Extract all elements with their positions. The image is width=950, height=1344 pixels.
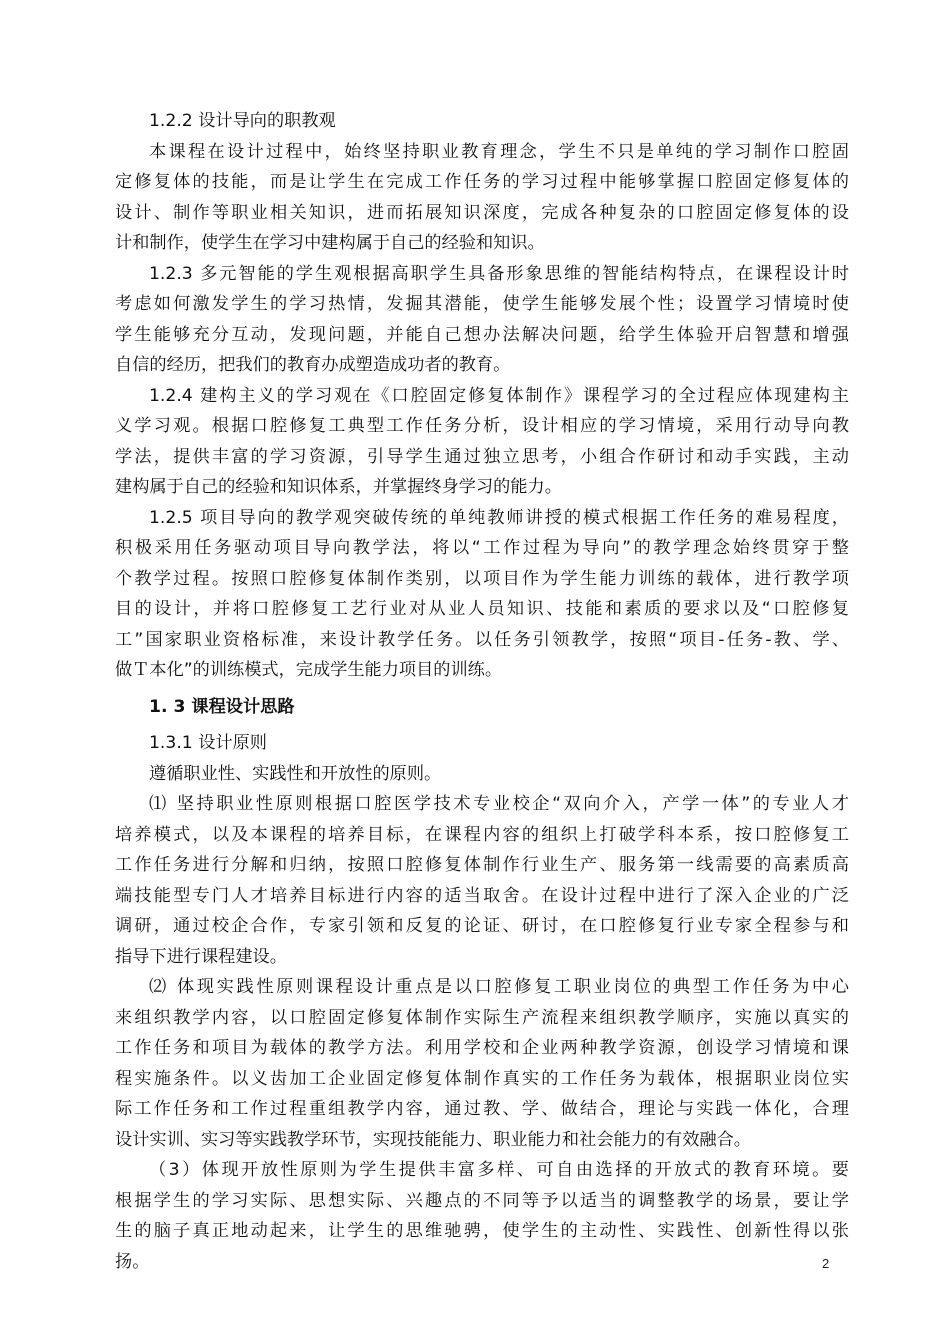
paragraph xyxy=(115,137,849,259)
text-line: 积极采用任务驱动项目导向教学法，将以“工作过程为导向”的教学理念始终贯穿于整 xyxy=(115,538,849,558)
subsection-heading xyxy=(115,728,849,759)
paragraph xyxy=(115,1155,849,1277)
text-line: 1.2.4 建构主义的学习观在《口腔固定修复体制作》课程学习的全过程应体现建构主 xyxy=(149,385,849,406)
text-line: 自信的经历，把我们的教育办成塑造成功者的教育。 xyxy=(115,355,511,375)
text-line: 端技能型专门人才培养目标进行内容的适当取舍。在设计过程中进行了深入企业的广泛 xyxy=(115,885,849,906)
paragraph xyxy=(115,789,849,972)
text-line: 指导下进行课程建设。 xyxy=(115,946,287,967)
text-line: 个教学过程。按照口腔修复体制作类别，以项目作为学生能力训练的载体，进行教学项 xyxy=(115,568,849,589)
text-line: 设计、制作等职业相关知识，进而拓展知识深度，完成各种复杂的口腔固定修复体的设 xyxy=(115,202,849,223)
text-line: 义学习观。根据口腔修复工典型工作任务分析，设计相应的学习情境，采用行动导向教 xyxy=(115,416,849,436)
text-line: 根据学生的学习实际、思想实际、兴趣点的不同等予以适当的调整教学的场景，要让学 xyxy=(115,1190,849,1211)
text-line: ⑵ 体现实践性原则课程设计重点是以口腔修复工职业岗位的典型工作任务为中心 xyxy=(149,977,849,997)
text-line: 本课程在设计过程中，始终坚持职业教育理念，学生不只是单纯的学习制作口腔固 xyxy=(149,141,849,162)
section-heading xyxy=(115,692,849,723)
paragraph xyxy=(115,759,849,790)
text-line: 学法，提供丰富的学习资源，引导学生通过独立思考，小组合作研讨和动手实践，主动 xyxy=(115,446,849,467)
text-line: 1.3.1 设计原则 xyxy=(149,733,267,753)
text-line: 来组织教学内容，以口腔固定修复体制作实际生产流程来组织教学顺序，实施以真实的 xyxy=(115,1007,849,1028)
text-line: 1.2.5 项目导向的教学观突破传统的单纯教师讲授的模式根据工作任务的难易程度， xyxy=(149,507,849,528)
text-line: 定修复体的技能，而是让学生在完成工作任务的学习过程中能够掌握口腔固定修复体的 xyxy=(115,172,849,192)
text-line: 生的脑子真正地动起来，让学生的思维驰骋，使学生的主动性、实践性、创新性得以张 xyxy=(115,1221,849,1241)
text-line: 1. 3 课程设计思路 xyxy=(149,696,295,717)
text-line: 程实施条件。以义齿加工企业固定修复体制作真实的工作任务为载体，根据职业岗位实 xyxy=(115,1068,849,1089)
paragraph xyxy=(115,972,849,1155)
text-line: ⑴ 坚持职业性原则根据口腔医学技术专业校企“双向介入，产学一体”的专业人才 xyxy=(149,794,849,814)
text-line: 1.2.3 多元智能的学生观根据高职学生具备形象思维的智能结构特点，在课程设计时 xyxy=(149,263,849,284)
text-line: 工作任务和项目为载体的教学方法。利用学校和企业两种教学资源，创设学习情境和课 xyxy=(115,1038,849,1058)
subsection-heading xyxy=(115,106,849,137)
text-line: 扬。 xyxy=(115,1251,150,1272)
page-body xyxy=(115,106,849,1277)
text-line: 建构属于自己的经验和知识体系，并掌握终身学习的能力。 xyxy=(115,477,562,497)
text-line: 调研，通过校企合作，专家引领和反复的论证、研讨，在口腔修复行业专家全程参与和 xyxy=(115,916,849,936)
text-line: 学生能够充分互动，发现问题，并能自己想办法解决问题，给学生体验开启智慧和增强 xyxy=(115,324,849,345)
paragraph xyxy=(115,503,849,686)
paragraph xyxy=(115,381,849,503)
text-line: 际工作任务和工作过程重组教学内容，通过教、学、做结合，理论与实践一体化，合理 xyxy=(115,1099,849,1119)
text-line: 工”国家职业资格标准，来设计教学任务。以任务引领教学，按照“项目-任务-教、学、 xyxy=(115,629,849,650)
text-line: 考虑如何激发学生的学习热情，发掘其潜能，使学生能够发展个性；设置学习情境时使 xyxy=(115,294,849,314)
text-line: 计和制作，使学生在学习中建构属于自己的经验和知识。 xyxy=(115,233,545,253)
paragraph xyxy=(115,259,849,381)
text-line: 培养模式，以及本课程的培养目标，在课程内容的组织上打破学科本系，按口腔修复工 xyxy=(115,824,849,845)
page-number: 2 xyxy=(822,1256,830,1271)
text-line: （3）体现开放性原则为学生提供丰富多样、可自由选择的开放式的教育环境。要 xyxy=(149,1160,849,1180)
text-line: 遵循职业性、实践性和开放性的原则。 xyxy=(149,763,442,784)
text-line: 目的设计，并将口腔修复工艺行业对从业人员知识、技能和素质的要求以及“口腔修复 xyxy=(115,599,849,619)
text-line: 1.2.2 设计导向的职教观 xyxy=(149,111,336,131)
text-line: 工作任务进行分解和归纳，按照口腔修复体制作行业生产、服务第一线需要的高素质高 xyxy=(115,855,849,875)
text-line: 做Ｔ本化”的训练模式，完成学生能力项目的训练。 xyxy=(115,660,503,680)
text-line: 设计实训、实习等实践教学环节，实现技能能力、职业能力和社会能力的有效融合。 xyxy=(115,1129,751,1150)
